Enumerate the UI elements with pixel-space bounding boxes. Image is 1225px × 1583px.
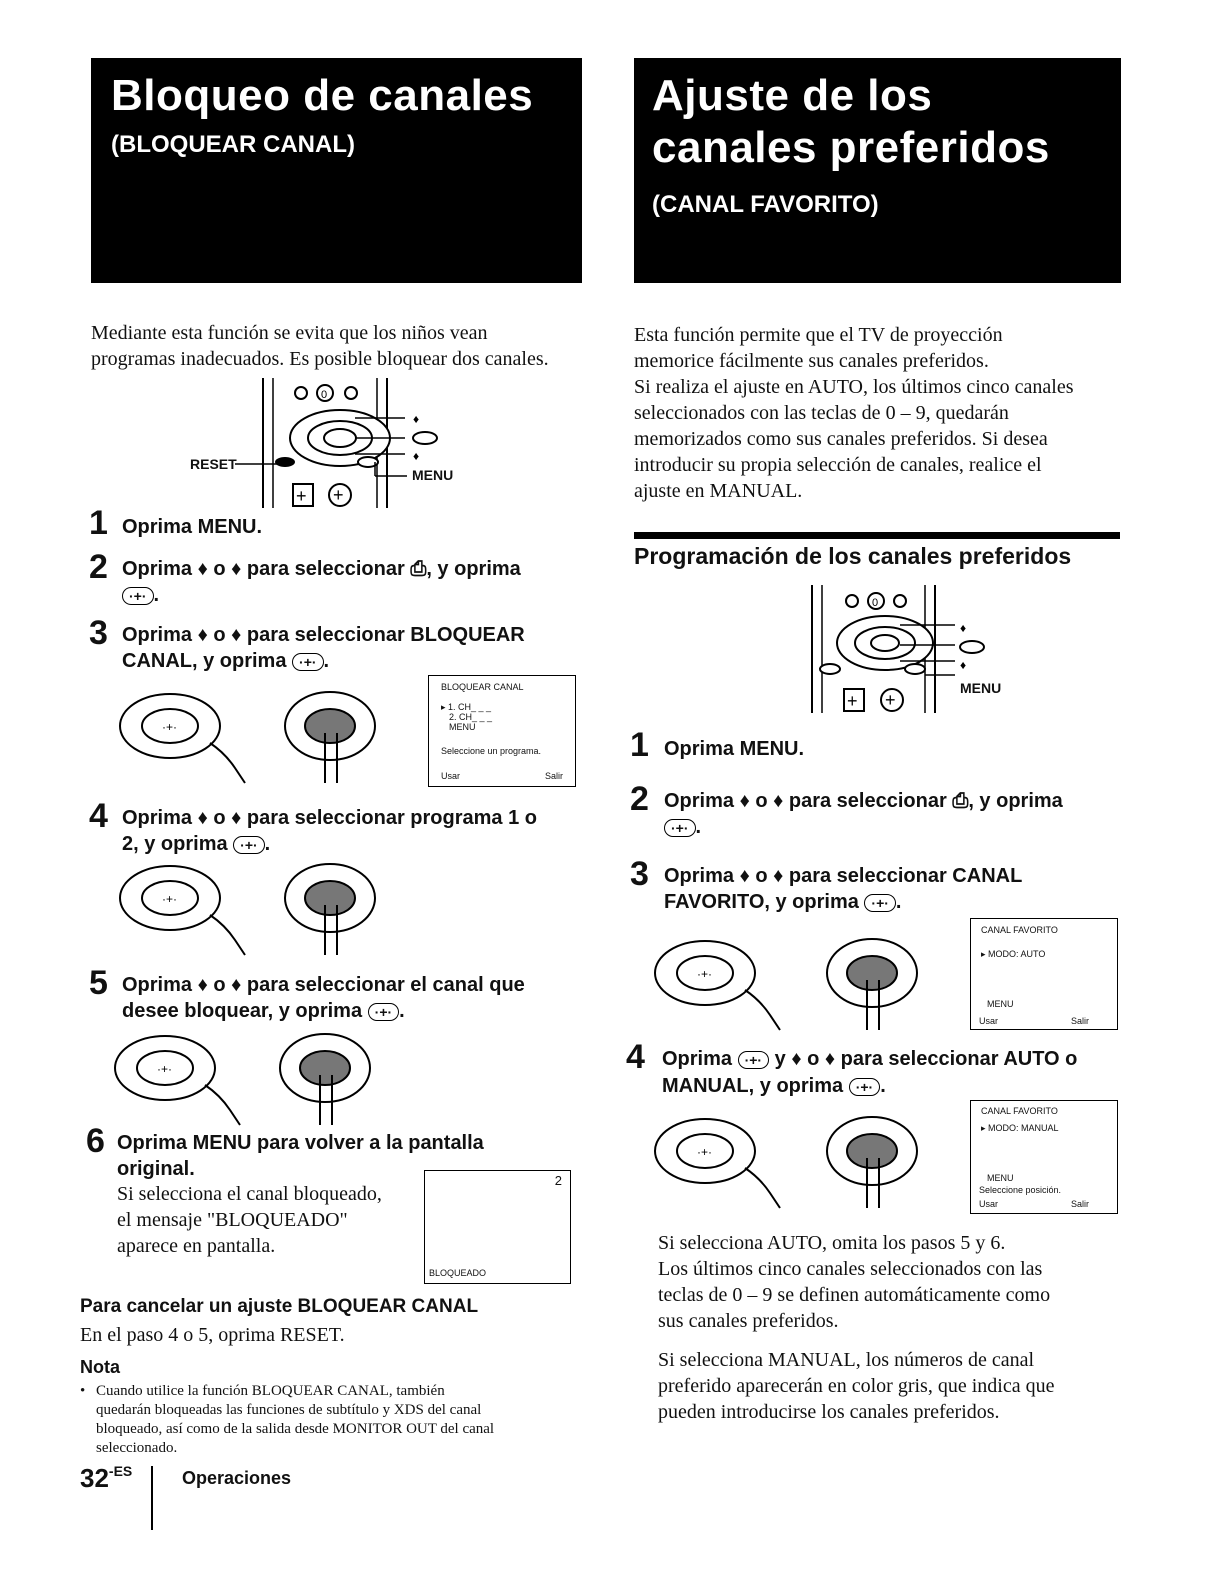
section-rule xyxy=(634,532,1120,539)
step-number: 2 xyxy=(89,548,108,586)
right-title-banner xyxy=(634,58,1121,283)
enter-button-icon: ·+· xyxy=(292,653,324,671)
tv-screen: 2 BLOQUEADO xyxy=(424,1170,571,1284)
after-para-2: Si selecciona MANUAL, los números de canal preferido aparecerán en color gris, que indica que pueden introducirse los canales preferidos. xyxy=(658,1349,1055,1423)
left-intro: Mediante esta función se evita que los niños vean programas inadecuados. Es posible bloquear dos canales. xyxy=(91,322,549,370)
svg-text:♦: ♦ xyxy=(413,449,420,463)
enter-button-icon: ·+· xyxy=(233,836,265,854)
osd-screen: CANAL FAVORITO ▸ MODO: MANUAL MENU Seleccione posición. Usar Salir xyxy=(970,1100,1118,1214)
cancel-heading: Para cancelar un ajuste BLOQUEAR CANAL xyxy=(80,1296,479,1317)
joystick-illustration xyxy=(650,935,930,1035)
step-text: Oprima ♦ o ♦ para seleccionar ⎙, y oprima ·+· . xyxy=(122,558,521,606)
svg-text:0: 0 xyxy=(321,389,328,401)
left-title-banner xyxy=(91,58,582,283)
enter-button-icon: ·+· xyxy=(849,1078,881,1096)
step-number: 6 xyxy=(86,1122,105,1160)
after-para-1: Si selecciona AUTO, omita los pasos 5 y 6. Los últimos cinco canales seleccionados con las teclas de 0 – 9 se definen automáticamente como sus canales preferidos. xyxy=(658,1232,1051,1332)
svg-text:·+·: ·+· xyxy=(697,1145,712,1159)
enter-button-icon: ·+· xyxy=(368,1003,400,1021)
svg-text:·+·: ·+· xyxy=(157,1062,172,1076)
step-text: Oprima MENU. xyxy=(664,738,805,760)
right-subtitle: (CANAL FAVORITO) xyxy=(652,191,879,218)
footer-section: Operaciones xyxy=(182,1468,292,1488)
svg-text:+: + xyxy=(296,486,307,506)
enter-button-icon: ·+· xyxy=(864,894,896,912)
settings-icon: ⎙ xyxy=(410,558,427,580)
step-text: Oprima ♦ o ♦ para seleccionar ⎙, y oprima ·+· . xyxy=(664,790,1063,838)
enter-button-icon: ·+· xyxy=(738,1051,770,1069)
osd-screen: CANAL FAVORITO ▸ MODO: AUTO MENU Usar Salir xyxy=(970,918,1118,1030)
step-number: 1 xyxy=(89,504,108,542)
svg-text:·+·: ·+· xyxy=(697,967,712,981)
note-body: • Cuando utilice la función BLOQUEAR CANAL, también quedarán bloqueadas las funciones de subtítulo y XDS del canal bloqueado, así como de la salida desde MONITOR OUT del canal seleccionado. xyxy=(80,1383,495,1456)
svg-text:+: + xyxy=(885,690,896,710)
svg-text:♦: ♦ xyxy=(960,621,967,635)
step-number: 3 xyxy=(630,855,649,893)
menu-label: MENU xyxy=(412,467,454,483)
settings-icon: ⎙ xyxy=(952,790,969,812)
right-title-line2: canales preferidos xyxy=(652,123,1050,172)
svg-text:+: + xyxy=(333,485,344,505)
step-text: Oprima ♦ o ♦ para seleccionar el canal que desee bloquear, y oprima ·+· . xyxy=(122,974,525,1022)
svg-text:♦: ♦ xyxy=(960,658,967,672)
svg-text:0: 0 xyxy=(872,597,879,609)
right-intro: Esta función permite que el TV de proyección memorice fácilmente sus canales preferidos. Si realiza el ajuste en AUTO, los últimos cinco canales seleccionados con las teclas de 0 – 9, quedarán memorizados como sus canales preferidos. Si desea introducir su propia selección de canales, realice el ajuste en MANUAL. xyxy=(634,324,1074,502)
step-text: Oprima ♦ o ♦ para seleccionar CANAL FAVORITO, y oprima ·+· . xyxy=(664,865,1023,913)
step-number: 2 xyxy=(630,780,649,818)
step-text: Oprima MENU. xyxy=(122,516,263,538)
section-heading: Programación de los canales preferidos xyxy=(634,543,1072,569)
step-text: Oprima ♦ o ♦ para seleccionar BLOQUEAR CANAL, y oprima ·+· . xyxy=(122,624,525,672)
cancel-text: En el paso 4 o 5, oprima RESET. xyxy=(80,1324,345,1346)
step-text: Oprima MENU para volver a la pantalla original. xyxy=(117,1132,484,1180)
joystick-illustration xyxy=(110,1030,390,1130)
svg-text:♦: ♦ xyxy=(413,412,420,426)
enter-button-icon: ·+· xyxy=(122,587,154,605)
reset-label: RESET xyxy=(190,456,237,472)
step-number: 4 xyxy=(626,1038,645,1076)
step6-body: Si selecciona el canal bloqueado, el mensaje "BLOQUEADO" aparece en pantalla. xyxy=(117,1183,382,1257)
right-title-line1: Ajuste de los xyxy=(652,71,933,120)
step-number: 3 xyxy=(89,614,108,652)
left-title: Bloqueo de canales xyxy=(111,71,534,120)
step-number: 4 xyxy=(89,797,108,835)
step-text: Oprima ♦ o ♦ para seleccionar programa 1 o 2, y oprima ·+· . xyxy=(122,807,537,855)
footer-divider xyxy=(151,1466,153,1530)
svg-text:·+·: ·+· xyxy=(162,892,177,906)
note-heading: Nota xyxy=(80,1357,120,1377)
step-number: 1 xyxy=(630,726,649,764)
joystick-illustration xyxy=(650,1113,930,1213)
joystick-illustration xyxy=(115,860,395,960)
step-text: Oprima ·+· y ♦ o ♦ para seleccionar AUTO o MANUAL, y oprima ·+· . xyxy=(662,1048,1078,1097)
svg-text:+: + xyxy=(847,691,858,711)
enter-button-icon: ·+· xyxy=(664,819,696,837)
osd-screen: BLOQUEAR CANAL ▸ 1. CH_ _ _ 2. CH_ _ _ MENU Seleccione un programa. Usar Salir xyxy=(428,675,576,787)
page-number: 32-ES xyxy=(80,1463,133,1493)
joystick-illustration xyxy=(115,688,395,788)
step-number: 5 xyxy=(89,964,108,1002)
remote-illustration xyxy=(185,378,465,513)
svg-text:·+·: ·+· xyxy=(162,720,177,734)
menu-label: MENU xyxy=(960,680,1002,696)
left-subtitle: (BLOQUEAR CANAL) xyxy=(111,131,355,158)
